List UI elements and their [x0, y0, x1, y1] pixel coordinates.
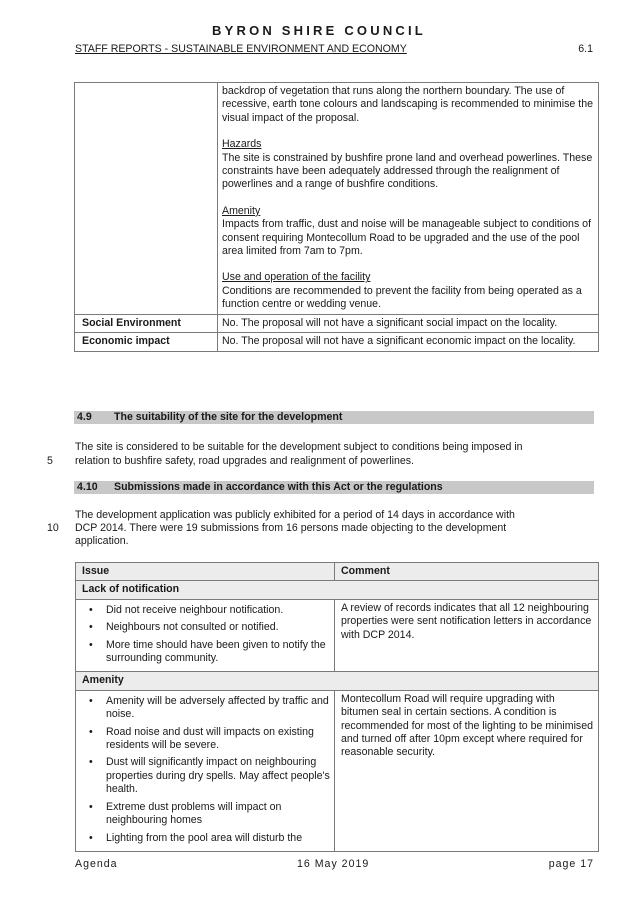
section-4-10-line-1: The development application was publicly exhibited for a period of 14 days in accordance with [75, 509, 515, 521]
issue-text: Neighbours not consulted or notified. [106, 621, 279, 634]
section-4-10-title: Submissions made in accordance with this Act or the regulations [114, 481, 443, 493]
footer-page-number: page 17 [548, 858, 594, 870]
list-item [82, 726, 330, 753]
empty-label-cell [75, 83, 218, 315]
section-4-9-heading [74, 411, 594, 424]
group-amenity-title: Amenity [76, 672, 599, 690]
use-operation-text: Conditions are recommended to prevent the facility from being operated as a function centre or wedding venue. [222, 284, 582, 311]
section-4-10-line-3: application. [75, 535, 129, 547]
amenity-title: Amenity [222, 204, 261, 217]
report-number: 6.1 [578, 43, 593, 55]
section-4-10-heading [74, 481, 594, 494]
hazards-title: Hazards [222, 138, 262, 151]
environment-impact-table [74, 82, 599, 352]
amenity-text: Impacts from traffic, dust and noise will be manageable subject to conditions of consent requiring Montecollum Road to be upgraded and the use of the pool area limited from 7am to 7pm. [222, 218, 592, 258]
council-title: BYRON SHIRE COUNCIL [212, 23, 426, 38]
environment-details-cell [218, 83, 599, 315]
section-header [75, 43, 593, 56]
list-item [82, 756, 330, 796]
visual-impact-text: backdrop of vegetation that runs along the northern boundary. The use of recessive, earth tone colours and landscaping is recommended to minimise the visual impact of the proposal. [222, 85, 593, 124]
comment-column-header: Comment [335, 563, 599, 581]
notification-comment: A review of records indicates that all 12 neighbouring properties were sent notification letters in accordance with DCP 2014. [335, 599, 599, 672]
bullet-icon: • [89, 831, 93, 844]
list-item [82, 801, 330, 828]
list-item [82, 695, 330, 722]
bullet-icon: • [89, 603, 93, 616]
list-item [82, 621, 330, 634]
list-item [82, 832, 330, 845]
notification-issues-cell [76, 599, 335, 672]
section-4-9-line-2: relation to bushfire safety, road upgrades and realignment of powerlines. [75, 455, 415, 467]
section-4-9-line-1: The site is considered to be suitable for the development subject to conditions being imposed in [75, 441, 523, 453]
section-4-10-line-2: DCP 2014. There were 19 submissions from 16 persons made objecting to the development [75, 522, 507, 534]
line-number-10: 10 [47, 522, 59, 534]
issue-text: Lighting from the pool area will disturb the [106, 831, 303, 844]
issue-column-header: Issue [76, 563, 335, 581]
bullet-icon: • [89, 694, 93, 707]
bullet-icon: • [89, 638, 93, 651]
bullet-icon: • [89, 800, 93, 813]
line-number-5: 5 [47, 455, 53, 467]
social-environment-label: Social Environment [75, 314, 218, 332]
economic-impact-text: No. The proposal will not have a significant economic impact on the locality. [218, 333, 599, 351]
notification-issue-list [82, 604, 330, 666]
issue-text: More time should have been given to notify the surrounding community. [106, 638, 326, 665]
use-operation-title: Use and operation of the facility [222, 271, 371, 284]
issue-text: Road noise and dust will impacts on existing residents will be severe. [106, 725, 314, 752]
section-4-9-title: The suitability of the site for the development [114, 411, 343, 423]
page-footer [75, 858, 594, 872]
economic-impact-label: Economic impact [75, 333, 218, 351]
footer-date: 16 May 2019 [297, 858, 370, 870]
section-header-title: STAFF REPORTS - SUSTAINABLE ENVIRONMENT AND ECONOMY [75, 43, 407, 55]
group-notification-title: Lack of notification [76, 581, 599, 599]
footer-agenda: Agenda [75, 858, 118, 870]
submissions-table [75, 562, 599, 852]
issue-text: Dust will significantly impact on neighbouring properties during dry spells. May affect people's health. [106, 756, 330, 796]
section-4-9-number: 4.9 [77, 411, 92, 423]
amenity-comment: Montecollum Road will require upgrading with bitumen seal in certain sections. A condition is recommended for most of the lighting to be minimised and turned off after 10pm except where required for reasonable security. [335, 690, 599, 851]
issue-text: Extreme dust problems will impact on neighbouring homes [106, 800, 282, 827]
social-environment-text: No. The proposal will not have a significant social impact on the locality. [218, 314, 599, 332]
bullet-icon: • [89, 621, 93, 634]
amenity-issues-cell [76, 690, 335, 851]
list-item [82, 604, 330, 617]
amenity-issue-list [82, 695, 330, 845]
bullet-icon: • [89, 756, 93, 769]
bullet-icon: • [89, 725, 93, 738]
list-item [82, 639, 330, 666]
issue-text: Did not receive neighbour notification. [106, 603, 284, 616]
section-4-10-number: 4.10 [77, 481, 98, 493]
issue-text: Amenity will be adversely affected by traffic and noise. [106, 694, 329, 721]
hazards-text: The site is constrained by bushfire prone land and overhead powerlines. These constraints have been adequately addressed through the realignment of powerlines and a range of bushfire conditions. [222, 151, 593, 191]
